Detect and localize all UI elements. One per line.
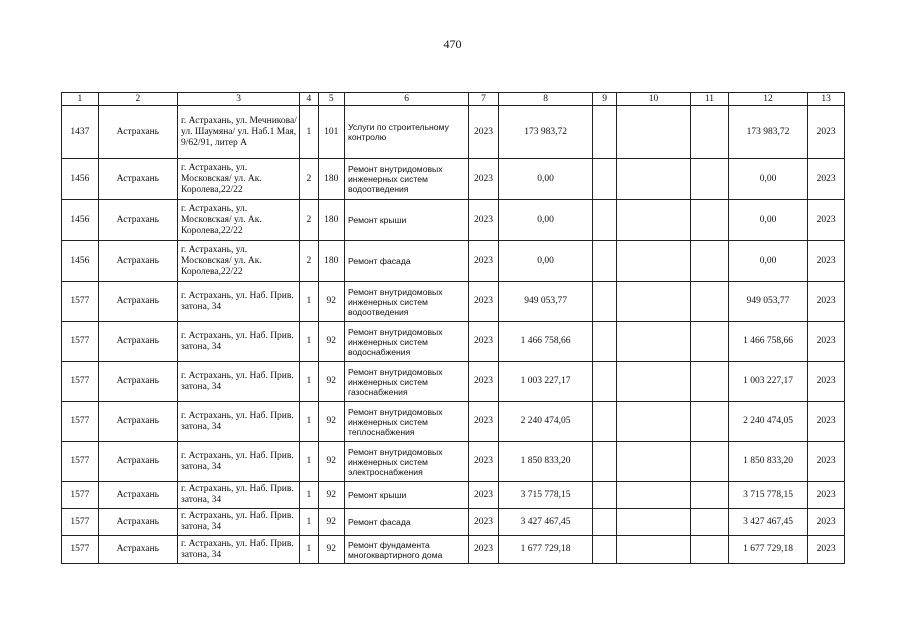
cell-col5: 92: [318, 482, 344, 509]
cell-end-year: 2023: [808, 509, 845, 536]
works-table: [61, 92, 845, 564]
cell-col4: 1: [300, 402, 318, 442]
table-row: [62, 200, 845, 241]
column-header: 10: [616, 93, 690, 106]
cell-total: 1 850 833,20: [498, 442, 593, 482]
cell-year: 2023: [469, 509, 499, 536]
cell-col5: 92: [318, 402, 344, 442]
cell-col9: [593, 442, 616, 482]
cell-col10: [616, 322, 690, 362]
cell-end-year: 2023: [808, 402, 845, 442]
header-row: [62, 93, 845, 106]
cell-address: г. Астрахань, ул. Наб. Прив. затона, 34: [178, 402, 300, 442]
cell-year: 2023: [469, 402, 499, 442]
cell-col10: [616, 536, 690, 564]
cell-col10: [616, 282, 690, 322]
cell-amount: 3 715 778,15: [728, 482, 807, 509]
cell-total: 3 427 467,45: [498, 509, 593, 536]
cell-col9: [593, 509, 616, 536]
cell-col9: [593, 482, 616, 509]
cell-col4: 1: [300, 442, 318, 482]
cell-col4: 1: [300, 282, 318, 322]
column-header: 5: [318, 93, 344, 106]
cell-work-type: Ремонт фундамента многоквартирного дома: [345, 536, 469, 564]
cell-total: 1 003 227,17: [498, 362, 593, 402]
cell-total: 2 240 474,05: [498, 402, 593, 442]
cell-col9: [593, 106, 616, 159]
cell-amount: 2 240 474,05: [728, 402, 807, 442]
cell-city: Астрахань: [98, 362, 177, 402]
cell-address: г. Астрахань, ул. Мечникова/ ул. Шаумяна/ ул. Наб.1 Мая, 9/62/91, литер А: [178, 106, 300, 159]
cell-amount: 173 983,72: [728, 106, 807, 159]
cell-city: Астрахань: [98, 482, 177, 509]
table-row: [62, 509, 845, 536]
cell-total: 1 466 758,66: [498, 322, 593, 362]
table-row: [62, 322, 845, 362]
cell-col5: 180: [318, 200, 344, 241]
cell-city: Астрахань: [98, 536, 177, 564]
cell-work-type: Ремонт фасада: [345, 241, 469, 282]
cell-address: г. Астрахань, ул. Наб. Прив. затона, 34: [178, 482, 300, 509]
cell-amount: 1 003 227,17: [728, 362, 807, 402]
cell-col10: [616, 200, 690, 241]
cell-col5: 92: [318, 442, 344, 482]
cell-col5: 101: [318, 106, 344, 159]
cell-col11: [691, 536, 729, 564]
cell-year: 2023: [469, 442, 499, 482]
cell-col5: 92: [318, 322, 344, 362]
cell-end-year: 2023: [808, 442, 845, 482]
cell-col10: [616, 442, 690, 482]
cell-total: 1 677 729,18: [498, 536, 593, 564]
cell-col9: [593, 536, 616, 564]
cell-number: 1456: [62, 241, 99, 282]
cell-number: 1577: [62, 362, 99, 402]
cell-address: г. Астрахань, ул. Наб. Прив. затона, 34: [178, 509, 300, 536]
cell-number: 1437: [62, 106, 99, 159]
cell-total: 3 715 778,15: [498, 482, 593, 509]
cell-address: г. Астрахань, ул. Наб. Прив. затона, 34: [178, 282, 300, 322]
cell-col4: 1: [300, 536, 318, 564]
cell-col11: [691, 282, 729, 322]
cell-col5: 92: [318, 536, 344, 564]
cell-col4: 2: [300, 200, 318, 241]
column-header: 1: [62, 93, 99, 106]
cell-col4: 1: [300, 482, 318, 509]
cell-amount: 0,00: [728, 159, 807, 200]
cell-col10: [616, 106, 690, 159]
cell-address: г. Астрахань, ул. Московская/ ул. Ак. Королева,22/22: [178, 241, 300, 282]
column-header: 9: [593, 93, 616, 106]
cell-total: 0,00: [498, 159, 593, 200]
cell-col11: [691, 362, 729, 402]
cell-number: 1577: [62, 402, 99, 442]
cell-amount: 1 677 729,18: [728, 536, 807, 564]
cell-col4: 1: [300, 322, 318, 362]
column-header: 3: [178, 93, 300, 106]
cell-end-year: 2023: [808, 482, 845, 509]
cell-col10: [616, 402, 690, 442]
cell-col11: [691, 106, 729, 159]
cell-city: Астрахань: [98, 442, 177, 482]
cell-col10: [616, 509, 690, 536]
table-row: [62, 362, 845, 402]
column-header: 4: [300, 93, 318, 106]
cell-col11: [691, 322, 729, 362]
cell-city: Астрахань: [98, 241, 177, 282]
cell-end-year: 2023: [808, 200, 845, 241]
cell-total: 0,00: [498, 200, 593, 241]
cell-address: г. Астрахань, ул. Наб. Прив. затона, 34: [178, 442, 300, 482]
table-row: [62, 159, 845, 200]
cell-address: г. Астрахань, ул. Московская/ ул. Ак. Королева,22/22: [178, 200, 300, 241]
cell-work-type: Ремонт внутридомовых инженерных систем водоснабжения: [345, 322, 469, 362]
cell-year: 2023: [469, 536, 499, 564]
cell-end-year: 2023: [808, 322, 845, 362]
cell-city: Астрахань: [98, 106, 177, 159]
cell-col5: 180: [318, 159, 344, 200]
cell-end-year: 2023: [808, 536, 845, 564]
cell-col9: [593, 322, 616, 362]
cell-col11: [691, 402, 729, 442]
cell-col4: 2: [300, 159, 318, 200]
cell-year: 2023: [469, 159, 499, 200]
cell-end-year: 2023: [808, 282, 845, 322]
cell-work-type: Ремонт фасада: [345, 509, 469, 536]
cell-number: 1577: [62, 482, 99, 509]
cell-city: Астрахань: [98, 282, 177, 322]
cell-col4: 1: [300, 509, 318, 536]
cell-work-type: Ремонт внутридомовых инженерных систем электроснабжения: [345, 442, 469, 482]
cell-amount: 0,00: [728, 200, 807, 241]
cell-number: 1577: [62, 282, 99, 322]
cell-col9: [593, 241, 616, 282]
table-row: [62, 442, 845, 482]
table-row: [62, 241, 845, 282]
cell-address: г. Астрахань, ул. Московская/ ул. Ак. Королева,22/22: [178, 159, 300, 200]
cell-col5: 92: [318, 509, 344, 536]
cell-col11: [691, 509, 729, 536]
cell-col9: [593, 362, 616, 402]
cell-col9: [593, 159, 616, 200]
cell-work-type: Ремонт внутридомовых инженерных систем водоотведения: [345, 159, 469, 200]
cell-end-year: 2023: [808, 362, 845, 402]
cell-year: 2023: [469, 482, 499, 509]
cell-work-type: Ремонт крыши: [345, 200, 469, 241]
cell-city: Астрахань: [98, 159, 177, 200]
cell-work-type: Ремонт крыши: [345, 482, 469, 509]
cell-number: 1577: [62, 442, 99, 482]
cell-amount: 0,00: [728, 241, 807, 282]
cell-amount: 3 427 467,45: [728, 509, 807, 536]
cell-number: 1577: [62, 536, 99, 564]
cell-col10: [616, 159, 690, 200]
column-header: 7: [469, 93, 499, 106]
column-header: 2: [98, 93, 177, 106]
cell-year: 2023: [469, 106, 499, 159]
cell-total: 0,00: [498, 241, 593, 282]
cell-year: 2023: [469, 362, 499, 402]
cell-col11: [691, 241, 729, 282]
cell-number: 1456: [62, 200, 99, 241]
cell-address: г. Астрахань, ул. Наб. Прив. затона, 34: [178, 536, 300, 564]
table-row: [62, 402, 845, 442]
cell-col11: [691, 442, 729, 482]
cell-address: г. Астрахань, ул. Наб. Прив. затона, 34: [178, 362, 300, 402]
cell-col4: 2: [300, 241, 318, 282]
cell-total: 949 053,77: [498, 282, 593, 322]
cell-year: 2023: [469, 322, 499, 362]
cell-col9: [593, 402, 616, 442]
cell-col5: 92: [318, 282, 344, 322]
column-header: 12: [728, 93, 807, 106]
cell-col10: [616, 482, 690, 509]
cell-col5: 92: [318, 362, 344, 402]
cell-end-year: 2023: [808, 241, 845, 282]
cell-col4: 1: [300, 362, 318, 402]
column-header: 13: [808, 93, 845, 106]
cell-city: Астрахань: [98, 509, 177, 536]
cell-address: г. Астрахань, ул. Наб. Прив. затона, 34: [178, 322, 300, 362]
cell-year: 2023: [469, 241, 499, 282]
cell-total: 173 983,72: [498, 106, 593, 159]
cell-city: Астрахань: [98, 200, 177, 241]
cell-col11: [691, 159, 729, 200]
column-header: 6: [345, 93, 469, 106]
cell-col10: [616, 362, 690, 402]
cell-number: 1577: [62, 322, 99, 362]
cell-col9: [593, 282, 616, 322]
cell-col5: 180: [318, 241, 344, 282]
cell-col4: 1: [300, 106, 318, 159]
page-number: 470: [443, 37, 462, 51]
cell-col11: [691, 482, 729, 509]
cell-col9: [593, 200, 616, 241]
cell-amount: 1 466 758,66: [728, 322, 807, 362]
cell-work-type: Услуги по строительному контролю: [345, 106, 469, 159]
table-row: [62, 536, 845, 564]
table-row: [62, 482, 845, 509]
cell-work-type: Ремонт внутридомовых инженерных систем теплоснабжения: [345, 402, 469, 442]
table-row: [62, 106, 845, 159]
cell-end-year: 2023: [808, 106, 845, 159]
cell-number: 1456: [62, 159, 99, 200]
cell-work-type: Ремонт внутридомовых инженерных систем газоснабжения: [345, 362, 469, 402]
cell-amount: 949 053,77: [728, 282, 807, 322]
cell-col11: [691, 200, 729, 241]
cell-number: 1577: [62, 509, 99, 536]
cell-col10: [616, 241, 690, 282]
table-row: [62, 282, 845, 322]
cell-city: Астрахань: [98, 402, 177, 442]
column-header: 8: [498, 93, 593, 106]
cell-end-year: 2023: [808, 159, 845, 200]
cell-work-type: Ремонт внутридомовых инженерных систем водоотведения: [345, 282, 469, 322]
column-header: 11: [691, 93, 729, 106]
cell-year: 2023: [469, 200, 499, 241]
cell-city: Астрахань: [98, 322, 177, 362]
cell-amount: 1 850 833,20: [728, 442, 807, 482]
cell-year: 2023: [469, 282, 499, 322]
